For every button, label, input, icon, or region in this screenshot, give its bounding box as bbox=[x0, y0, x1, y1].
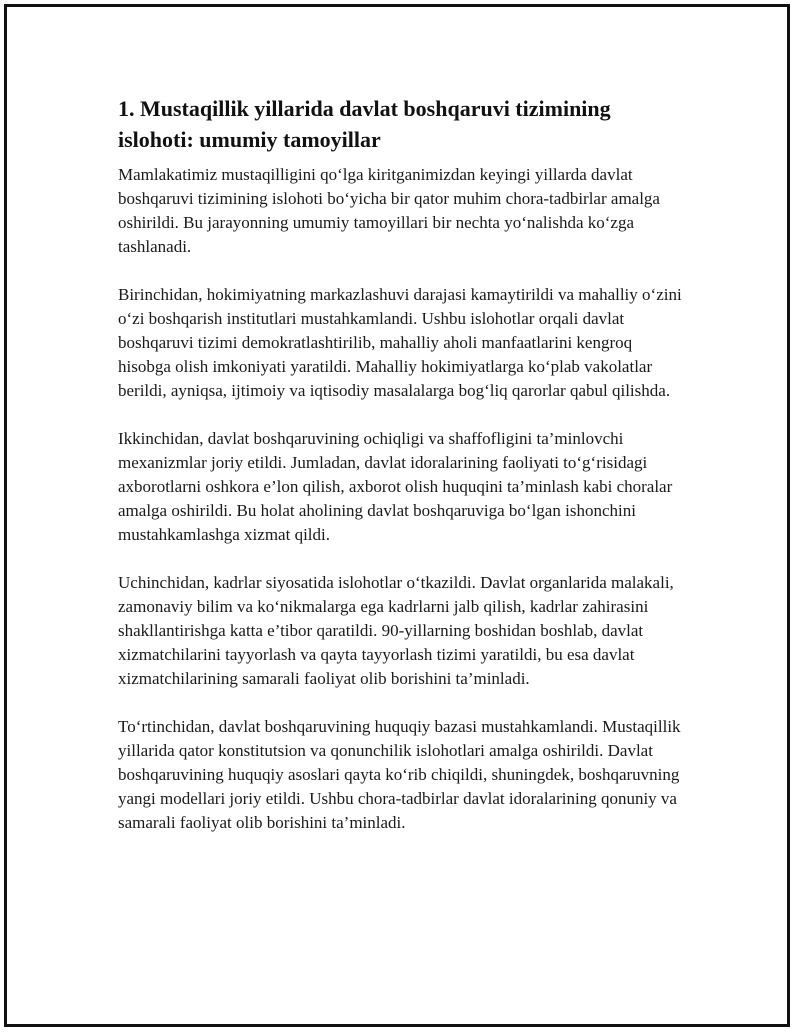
section-heading: 1. Mustaqillik yillarida davlat boshqaruvi tizimining islohoti: umumiy tamoyillar bbox=[118, 96, 611, 152]
paragraph-second: Ikkinchidan, davlat boshqaruvining ochiqligi va shaffofligini ta’minlovchi mexanizmlar joriy etildi. Jumladan, davlat idoralarining faoliyati to‘g‘risidagi axborotlarni oshkora e’lon qilish, axborot olish huquqini ta’minlash kabi choralar amalga oshirildi. Bu holat aholining davlat boshqaruviga bo‘lgan ishonchini mustahkamlashga xizmat qildi. bbox=[118, 429, 673, 544]
document-body bbox=[118, 93, 688, 859]
paragraph-fourth: To‘rtinchidan, davlat boshqaruvining huquqiy bazasi mustahkamlandi. Mustaqillik yillarida qator konstitutsion va qonunchilik islohotlari amalga oshirildi. Davlat boshqaruvining huquqiy asoslari qayta ko‘rib chiqildi, shuningdek, boshqaruvning yangi modellari joriy etildi. Ushbu chora-tadbirlar davlat idoralarining qonuniy va samarali faoliyat olib borishini ta’minladi. bbox=[118, 717, 681, 832]
paragraph-third: Uchinchidan, kadrlar siyosatida islohotlar o‘tkazildi. Davlat organlarida malakali, zamonaviy bilim va ko‘nikmalarga ega kadrlarni jalb qilish, kadrlar zahirasini shakllantirishga katta e’tibor qaratildi. 90-yillarning boshidan boshlab, davlat xizmatchilarini tayyorlash va qayta tayyorlash tizimi yaratildi, bu esa davlat xizmatchilarining samarali faoliyat olib borishini ta’minladi. bbox=[118, 573, 674, 688]
paragraph-intro: Mamlakatimiz mustaqilligini qo‘lga kiritganimizdan keyingi yillarda davlat boshqaruvi tizimining islohoti bo‘yicha bir qator muhim chora-tadbirlar amalga oshirildi. Bu jarayonning umumiy tamoyillari bir nechta yo‘nalishda ko‘zga tashlanadi. bbox=[118, 165, 660, 256]
paragraph-first: Birinchidan, hokimiyatning markazlashuvi darajasi kamaytirildi va mahalliy o‘zini o‘zi boshqarish institutlari mustahkamlandi. Ushbu islohotlar orqali davlat boshqaruvi tizimi demokratlashtirilib, mahalliy aholi manfaatlarini kengroq hisobga olish imkoniyati yaratildi. Mahalliy hokimiyatlarga ko‘plab vakolatlar berildi, ayniqsa, ijtimoiy va iqtisodiy masalalarga bog‘liq qarorlar qabul qilishda. bbox=[118, 285, 682, 400]
